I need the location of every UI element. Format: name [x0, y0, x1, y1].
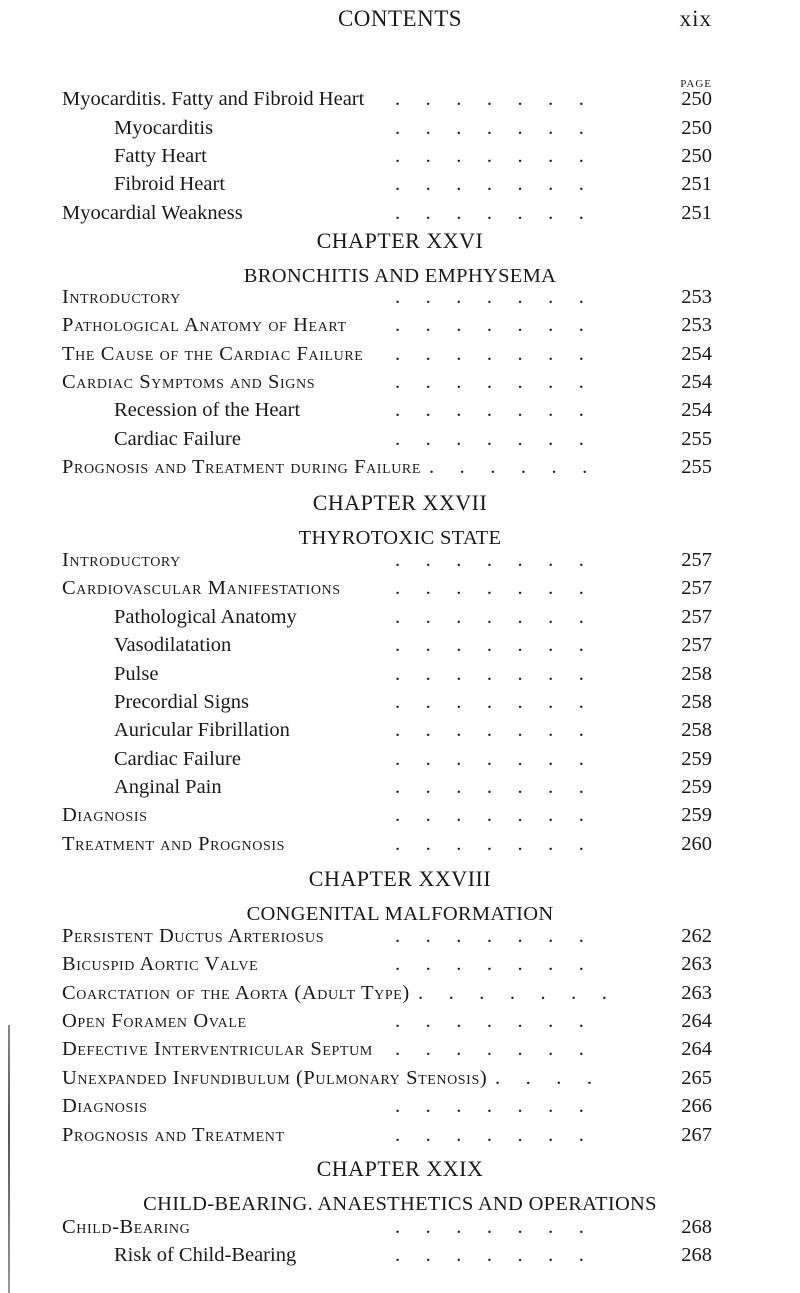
toc-entry-title: Myocarditis. Fatty and Fibroid Heart: [62, 88, 365, 110]
toc-entry-title: Unexpanded Infundibulum (Pulmonary Stenosis): [62, 1067, 488, 1089]
toc-entry: [0, 716, 800, 744]
toc-entry-title: Myocarditis: [114, 117, 214, 139]
toc-entry-title: Cardiac Symptoms and Signs: [62, 371, 316, 393]
chapter-heading: CHAPTER XXVII: [312, 490, 488, 515]
toc-entry: [0, 1035, 800, 1063]
toc-entry: [0, 1241, 800, 1269]
toc-entry-page: 263: [681, 982, 712, 1004]
toc-entry: [0, 688, 800, 716]
dot-leader: ......: [429, 456, 613, 478]
toc-entry-title: Pathological Anatomy: [114, 606, 297, 628]
dot-leader: .......: [395, 663, 610, 685]
toc-entry-page: 251: [681, 202, 712, 224]
toc-entry-page: 255: [681, 456, 712, 478]
toc-entry-title: Introductory: [62, 549, 181, 571]
toc-entry: [0, 631, 800, 659]
toc-entry: [0, 603, 800, 631]
toc-entry-page: 259: [681, 804, 712, 826]
toc-entry: [0, 660, 800, 688]
page-folio: xix: [679, 6, 712, 31]
dot-leader: .......: [395, 606, 610, 628]
dot-leader: .......: [395, 1038, 610, 1060]
toc-entry-page: 264: [681, 1038, 712, 1060]
toc-entry: [0, 425, 800, 453]
toc-entry: [0, 1064, 800, 1092]
dot-leader: .......: [395, 1244, 610, 1266]
toc-entry-title: Cardiac Failure: [114, 748, 241, 770]
toc-entry-title: Risk of Child-Bearing: [114, 1244, 297, 1266]
dot-leader: .......: [395, 343, 610, 365]
toc-entry-page: 259: [681, 776, 712, 798]
toc-entry-title: Fatty Heart: [114, 145, 207, 167]
toc-entry-page: 254: [681, 343, 712, 365]
toc-entry-page: 251: [681, 173, 712, 195]
dot-leader: .......: [395, 719, 610, 741]
page-column-label: PAGE: [680, 78, 712, 90]
toc-entry-title: Child-Bearing: [62, 1216, 191, 1238]
toc-entry-title: Diagnosis: [62, 804, 148, 826]
toc-entry-page: 260: [681, 833, 712, 855]
dot-leader: .......: [395, 399, 610, 421]
toc-entry-page: 258: [681, 663, 712, 685]
toc-entry-title: The Cause of the Cardiac Failure: [62, 343, 364, 365]
chapter-heading: CHAPTER XXVI: [316, 228, 484, 253]
dot-leader: .......: [395, 145, 610, 167]
scan-edge-shadow: [8, 1025, 10, 1293]
toc-entry: [0, 170, 800, 198]
toc-entry-title: Myocardial Weakness: [62, 202, 243, 224]
chapter-subject: THYROTOXIC STATE: [298, 527, 502, 549]
toc-entry: [0, 311, 800, 339]
toc-entry-title: Persistent Ductus Arteriosus: [62, 925, 325, 947]
toc-entry: [0, 574, 800, 602]
toc-entry-title: Defective Interventricular Septum: [62, 1038, 373, 1060]
toc-entry-title: Diagnosis: [62, 1095, 148, 1117]
toc-entry-page: 254: [681, 371, 712, 393]
toc-entry: [0, 546, 800, 574]
toc-entry-page: 263: [681, 953, 712, 975]
toc-entry: [0, 1213, 800, 1241]
dot-leader: .......: [395, 776, 610, 798]
dot-leader: .......: [395, 549, 610, 571]
toc-entry-title: Pathological Anatomy of Heart: [62, 314, 347, 336]
dot-leader: .......: [395, 953, 610, 975]
dot-leader: .......: [395, 173, 610, 195]
toc-entry-page: 258: [681, 691, 712, 713]
toc-entry-title: Recession of the Heart: [114, 399, 301, 421]
dot-leader: .......: [395, 833, 610, 855]
chapter-heading: CHAPTER XXVIII: [308, 866, 492, 891]
dot-leader: .......: [395, 1010, 610, 1032]
toc-entry-title: Prognosis and Treatment during Failure: [62, 456, 422, 478]
dot-leader: .......: [395, 691, 610, 713]
toc-entry-page: 254: [681, 399, 712, 421]
dot-leader: .......: [395, 314, 610, 336]
toc-entry-page: 257: [681, 606, 712, 628]
toc-entry: [0, 340, 800, 368]
dot-leader: .......: [395, 202, 610, 224]
toc-entry: [0, 199, 800, 227]
toc-entry-page: 265: [681, 1067, 712, 1089]
toc-entry-page: 268: [681, 1244, 712, 1266]
toc-entry-title: Cardiac Failure: [114, 428, 241, 450]
toc-entry: [0, 142, 800, 170]
toc-entry-page: 253: [681, 314, 712, 336]
toc-entry-title: Anginal Pain: [114, 776, 222, 798]
toc-entry: [0, 745, 800, 773]
toc-entry-page: 259: [681, 748, 712, 770]
toc-entry-title: Coarctation of the Aorta (Adult Type): [62, 982, 410, 1004]
toc-entry-title: Cardiovascular Manifestations: [62, 577, 341, 599]
dot-leader: .......: [418, 982, 633, 1004]
dot-leader: .......: [395, 748, 610, 770]
chapter-subject: CHILD-BEARING. ANAESTHETICS AND OPERATIONS: [143, 1193, 657, 1215]
toc-entry-title: Vasodilatation: [114, 634, 232, 656]
dot-leader: .......: [395, 634, 610, 656]
dot-leader: .......: [395, 1124, 610, 1146]
toc-entry-page: 268: [681, 1216, 712, 1238]
toc-entry-page: 264: [681, 1010, 712, 1032]
toc-entry: [0, 950, 800, 978]
toc-entry: [0, 801, 800, 829]
toc-entry: [0, 453, 800, 481]
dot-leader: .......: [395, 804, 610, 826]
toc-entry: [0, 114, 800, 142]
toc-entry-page: 262: [681, 925, 712, 947]
dot-leader: .......: [395, 117, 610, 139]
toc-entry: [0, 830, 800, 858]
dot-leader: .......: [395, 925, 610, 947]
toc-entry: [0, 773, 800, 801]
toc-entry: [0, 922, 800, 950]
toc-entry-page: 257: [681, 549, 712, 571]
page-header-title: CONTENTS: [337, 6, 463, 31]
toc-entry-page: 250: [681, 88, 712, 110]
toc-entry: [0, 1007, 800, 1035]
toc-entry-page: 250: [681, 117, 712, 139]
toc-entry-page: 257: [681, 577, 712, 599]
toc-entry-title: Prognosis and Treatment: [62, 1124, 285, 1146]
toc-entry-title: Precordial Signs: [114, 691, 249, 713]
chapter-subject: BRONCHITIS AND EMPHYSEMA: [243, 265, 557, 287]
chapter-subject: CONGENITAL MALFORMATION: [246, 903, 554, 925]
toc-entry-title: Fibroid Heart: [114, 173, 226, 195]
dot-leader: .......: [395, 371, 610, 393]
dot-leader: .......: [395, 88, 610, 110]
toc-entry-page: 250: [681, 145, 712, 167]
toc-entry-page: 258: [681, 719, 712, 741]
toc-entry-title: Treatment and Prognosis: [62, 833, 285, 855]
toc-entry: [0, 1121, 800, 1149]
dot-leader: .......: [395, 1216, 610, 1238]
toc-entry-page: 255: [681, 428, 712, 450]
dot-leader: ....: [495, 1067, 618, 1089]
toc-entry-title: Pulse: [114, 663, 159, 685]
toc-entry-title: Bicuspid Aortic Valve: [62, 953, 259, 975]
dot-leader: .......: [395, 577, 610, 599]
toc-entry-page: 253: [681, 286, 712, 308]
toc-entry: [0, 979, 800, 1007]
toc-entry: [0, 368, 800, 396]
toc-entry: [0, 396, 800, 424]
toc-entry-page: 266: [681, 1095, 712, 1117]
dot-leader: .......: [395, 1095, 610, 1117]
dot-leader: .......: [395, 428, 610, 450]
toc-entry: [0, 85, 800, 113]
toc-entry-page: 257: [681, 634, 712, 656]
toc-entry-title: Introductory: [62, 286, 181, 308]
toc-entry-page: 267: [681, 1124, 712, 1146]
toc-entry-title: Auricular Fibrillation: [114, 719, 290, 741]
chapter-heading: CHAPTER XXIX: [316, 1156, 484, 1181]
dot-leader: .......: [395, 286, 610, 308]
toc-entry: [0, 283, 800, 311]
toc-entry-title: Open Foramen Ovale: [62, 1010, 247, 1032]
toc-entry: [0, 1092, 800, 1120]
